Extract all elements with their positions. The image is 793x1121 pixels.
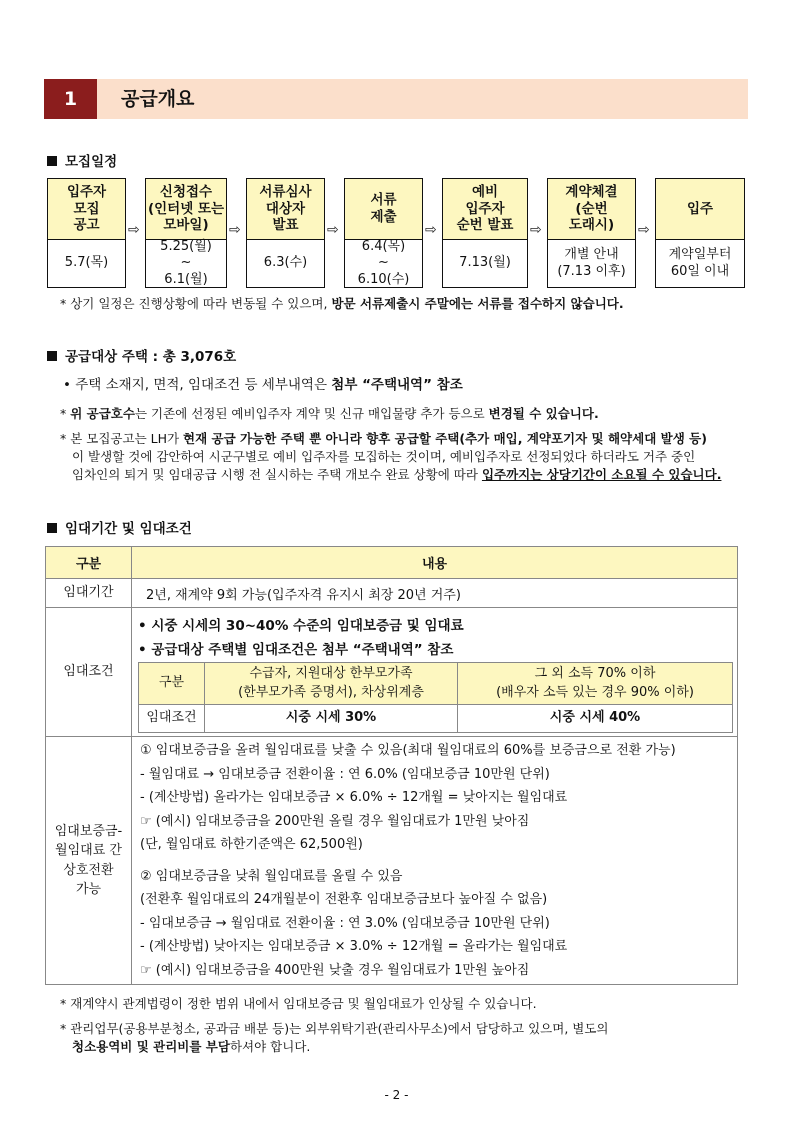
inner-row-label: 임대조건: [139, 705, 205, 733]
conversion-content: [132, 737, 738, 985]
supply-note-2: * 본 모집공고는 LH가 현재 공급 가능한 주택 뿐 아니라 향후 공급할 주택(추가 매입, 계약포기자 및 해약세대 발생 등) 이 발생할 것에 감안하여 시군구별로 예비 입주자를 모집하는 것이며, 예비입주자로 선정되었다 하더라도 거주 중인 임차인의 퇴거 및 임대공급 시행 전 실시하는 주택 개보수 완료 상황에 따라 입주까지는 상당기간이 소요될 수 있습니다.: [60, 431, 722, 483]
step-move-in: [655, 178, 745, 288]
arrow-icon: ⇨: [327, 222, 339, 238]
supply-heading: 공급대상 주택 : 총 3,076호: [47, 345, 236, 365]
conversion-line: ☞ (예시) 임대보증금을 400만원 낮출 경우 월임대료가 1만원 높아짐: [140, 962, 530, 978]
arrow-icon: ⇨: [530, 222, 542, 238]
step-date: 5.7(목): [64, 255, 109, 271]
step-announcement: [47, 178, 126, 288]
header-content: 내용: [132, 547, 738, 579]
arrow-icon: ⇨: [128, 222, 140, 238]
step-screening-announcement: [246, 178, 325, 288]
table-row-period: [46, 579, 738, 608]
supply-bullet: • 주택 소재지, 면적, 임대조건 등 세부내역은 첨부 “주택내역” 참조: [63, 377, 463, 393]
conversion-line: ② 임대보증금을 낮춰 월임대료를 올릴 수 있음: [140, 868, 403, 884]
table-row-conditions: [46, 608, 738, 737]
conversion-line: - 월임대료 → 임대보증금 전환이율 : 연 6.0% (임대보증금 10만원 단위): [140, 766, 550, 782]
conversion-line: (단, 월임대료 하한기준액은 62,500원): [140, 837, 363, 852]
step-title: 서류심사 대상자 발표: [247, 179, 324, 240]
page-number: - 2 -: [384, 1088, 409, 1102]
period-text: 2년, 재계약 9회 가능(입주자격 유지시 최장 20년 거주): [132, 579, 738, 608]
supply-note-1: * 위 공급호수는 기존에 선정된 예비입주자 계약 및 신규 매입물량 추가 등으로 변경될 수 있습니다.: [60, 406, 599, 421]
step-date: 6.3(수): [263, 255, 308, 271]
arrow-icon: ⇨: [425, 222, 437, 238]
table-row-conversion: [46, 737, 738, 985]
step-date: 6.4(목) ~ 6.10(수): [357, 239, 410, 287]
step-title: 입주자 모집 공고: [48, 179, 125, 240]
conversion-line: - 임대보증금 → 월임대료 전환이율 : 연 3.0% (임대보증금 10만원 단위): [140, 915, 550, 931]
header-category: 구분: [46, 547, 132, 579]
schedule-heading: 모집일정: [47, 150, 117, 170]
step-title: 신청접수 (인터넷 또는 모바일): [146, 179, 226, 240]
period-label: 임대기간: [46, 579, 132, 608]
step-title: 계약체결 (순번 도래시): [548, 179, 635, 240]
inner-header-group2: 그 외 소득 70% 이하 (배우자 소득 있는 경우 90% 이하): [458, 663, 733, 705]
schedule-note: * 상기 일정은 진행상황에 따라 변동될 수 있으며, 방문 서류제출시 주말에는 서류를 접수하지 않습니다.: [60, 296, 624, 311]
section-title: 공급개요: [121, 88, 195, 110]
conditions-label: 임대조건: [46, 608, 132, 737]
arrow-icon: ⇨: [229, 222, 241, 238]
schedule-flow: [47, 178, 747, 288]
conditions-bullet-1: • 시중 시세의 30~40% 수준의 임대보증금 및 임대료: [138, 618, 464, 634]
inner-header-group1: 수급자, 지원대상 한부모가족 (한부모가족 증명서), 차상위계층: [205, 663, 458, 705]
lease-note-2: * 관리업무(공용부분청소, 공과금 배분 등)는 외부위탁기관(관리사무소)에서 담당하고 있으며, 별도의 청소용역비 및 관리비를 부담하셔야 합니다.: [60, 1021, 609, 1055]
step-date: 5.25(월) ~ 6.1(월): [160, 239, 212, 287]
step-date: 7.13(월): [459, 255, 511, 271]
conditions-bullet-2: • 공급대상 주택별 임대조건은 첨부 “주택내역” 참조: [138, 642, 454, 658]
lease-table: [45, 546, 738, 985]
inner-header-category: 구분: [139, 663, 205, 705]
step-title: 입주: [656, 179, 744, 240]
arrow-icon: ⇨: [638, 222, 650, 238]
conversion-line: ① 임대보증금을 올려 월임대료를 낮출 수 있음(최대 월임대료의 60%를 보증금으로 전환 가능): [140, 743, 676, 758]
conversion-label: 임대보증금- 월임대료 간 상호전환 가능: [46, 737, 132, 985]
step-contract: [547, 178, 636, 288]
conditions-inner-table: [138, 662, 733, 733]
step-title: 서류 제출: [345, 179, 422, 240]
lease-note-1: * 재계약시 관계법령이 정한 범위 내에서 임대보증금 및 월임대료가 인상될 수 있습니다.: [60, 996, 537, 1011]
step-title: 예비 입주자 순번 발표: [443, 179, 527, 240]
lease-heading: 임대기간 및 임대조건: [47, 517, 192, 537]
step-date: 개별 안내 (7.13 이후): [557, 247, 626, 279]
table-header-row: [46, 547, 738, 579]
conversion-line: (전환후 월임대료의 24개월분이 전환후 임대보증금보다 높아질 수 없음): [140, 892, 548, 907]
step-document-submission: [344, 178, 423, 288]
inner-value-40: 시중 시세 40%: [458, 705, 733, 733]
conversion-line: - (계산방법) 낮아지는 임대보증금 × 3.0% ÷ 12개월 = 올라가는 월임대료: [140, 939, 568, 954]
section-header: [44, 79, 748, 119]
step-application: [145, 178, 227, 288]
step-date: 계약일부터 60일 이내: [668, 247, 732, 279]
conversion-line: ☞ (예시) 임대보증금을 200만원 올릴 경우 월임대료가 1만원 낮아짐: [140, 813, 530, 829]
step-reserve-ranking: [442, 178, 528, 288]
section-number: 1: [44, 79, 97, 119]
conversion-line: - (계산방법) 올라가는 임대보증금 × 6.0% ÷ 12개월 = 낮아지는 월임대료: [140, 790, 568, 805]
inner-value-30: 시중 시세 30%: [205, 705, 458, 733]
